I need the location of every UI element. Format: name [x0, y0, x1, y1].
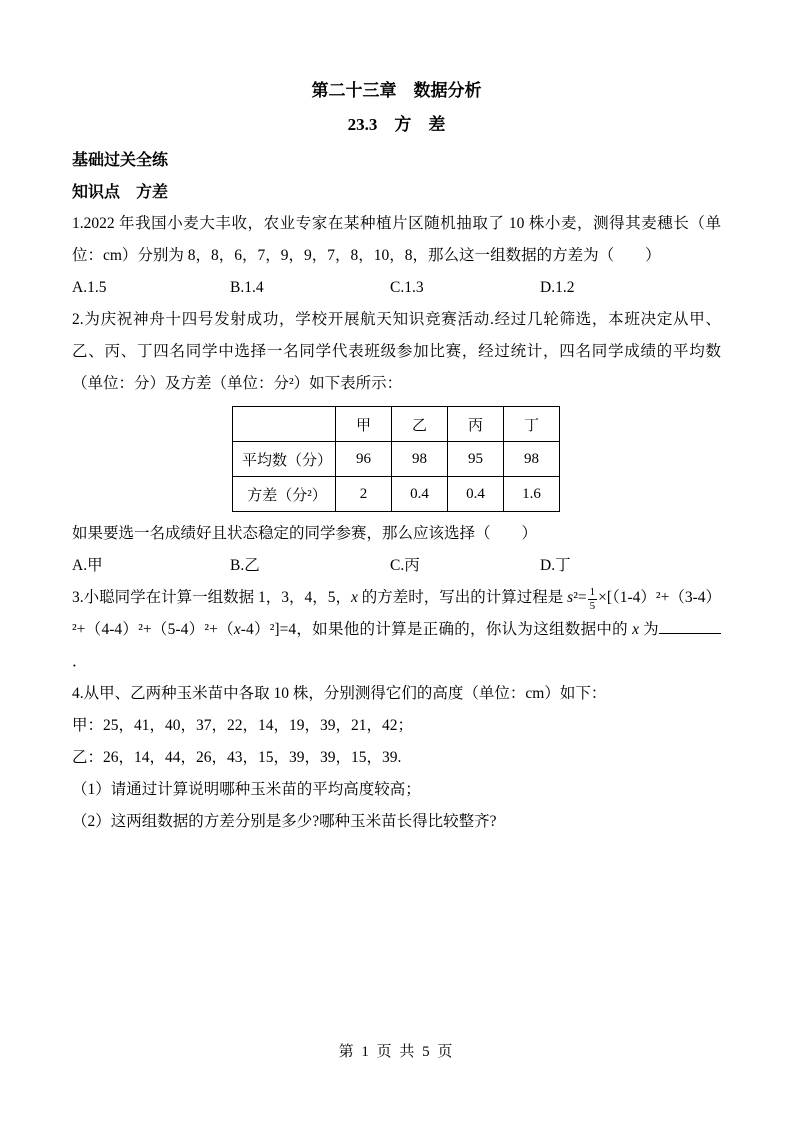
variance-row-label: 方差（分²）: [233, 477, 336, 512]
mean-yi: 98: [392, 442, 448, 477]
mean-bing: 95: [448, 442, 504, 477]
q3-segment-4: -4）²]=4，如果他的计算是正确的，你认为这组数据中的: [240, 621, 633, 638]
q2-option-b: B.乙: [230, 557, 260, 574]
q3-segment-2: 的方差时，写出的计算过程是: [357, 589, 568, 606]
q3-squared-equals: ²=: [573, 589, 587, 606]
variance-bing: 0.4: [448, 477, 504, 512]
q3-variable-x-2: x: [233, 621, 241, 638]
section-title: 23.3 方 差: [347, 115, 446, 134]
fraction-numerator: 1: [588, 586, 598, 600]
page-number-footer: 第 1 页 共 5 页: [338, 1044, 455, 1060]
variance-ding: 1.6: [504, 477, 560, 512]
question-1-options: [72, 272, 721, 304]
question-4-intro: 4.从甲、乙两种玉米苗中各取 10 株，分别测得它们的高度（单位：cm）如下：: [72, 685, 607, 702]
chapter-title: 第二十三章 数据分析: [311, 81, 482, 100]
q3-segment-5: 为: [639, 621, 659, 638]
variance-yi: 0.4: [392, 477, 448, 512]
q2-option-d: D.丁: [540, 557, 571, 574]
q1-option-b: B.1.4: [230, 279, 264, 296]
table-header-row: [233, 407, 560, 442]
table-row-mean: [233, 442, 560, 477]
knowledge-point: 知识点 方差: [72, 184, 169, 201]
table-col-yi: 乙: [392, 407, 448, 442]
fraction-denominator: 5: [589, 600, 596, 612]
q3-period: ．: [72, 653, 88, 670]
question-2-text: 2.为庆祝神舟十四号发射成功，学校开展航天知识竞赛活动.经过几轮筛选，本班决定从甲、乙、丙、丁四名同学中选择一名同学代表班级参加比赛，经过统计，四名同学成绩的平均数（单位：分）及方差（单位：分²）如下表所示：: [72, 311, 721, 392]
question-1-text: 1.2022 年我国小麦大丰收，农业专家在某种植片区随机抽取了 10 株小麦，测得其麦穗长（单位：cm）分别为 8，8，6，7，9，9，7，8，10，8，那么这一组数据的方差为（ ）: [72, 215, 721, 264]
question-4-sub2: （2）这两组数据的方差分别是多少?哪种玉米苗长得比较整齐?: [72, 813, 497, 830]
table-row-variance: [233, 477, 560, 512]
question-3-text: [72, 582, 721, 678]
question-4-group-a: 甲：25，41，40，37，22，14，19，39，21，42；: [72, 717, 414, 734]
mean-ding: 98: [504, 442, 560, 477]
q3-segment-1: 3.小聪同学在计算一组数据 1，3，4，5，: [72, 589, 352, 606]
q3-variable-x-3: x: [632, 621, 640, 638]
answer-blank: [659, 619, 721, 634]
table-col-ding: 丁: [504, 407, 560, 442]
question-2-followup: 如果要选一名成绩好且状态稳定的同学参赛，那么应该选择（ ）: [72, 525, 538, 542]
table-corner-cell: [233, 407, 336, 442]
q3-variable-x: x: [351, 589, 358, 606]
q2-option-c: C.丙: [390, 557, 420, 574]
question-4-sub1: （1）请通过计算说明哪种玉米苗的平均高度较高；: [72, 781, 421, 798]
mean-jia: 96: [336, 442, 392, 477]
question-2-options: [72, 550, 721, 582]
practice-banner: 基础过关全练: [72, 152, 169, 169]
mean-row-label: 平均数（分）: [233, 442, 336, 477]
table-col-jia: 甲: [336, 407, 392, 442]
q2-option-a: A.甲: [72, 557, 103, 574]
fraction-one-fifth: [588, 586, 598, 613]
q3-variable-s: s: [567, 589, 574, 606]
question-4-group-b: 乙：26，14，44，26，43，15，39，39，15，39.: [72, 749, 402, 766]
q1-option-c: C.1.3: [390, 279, 424, 296]
scores-table: [232, 406, 560, 512]
q1-option-a: A.1.5: [72, 279, 107, 296]
variance-jia: 2: [336, 477, 392, 512]
q1-option-d: D.1.2: [540, 279, 575, 296]
q3-segment-3: ×[（1-4）²+（3-4）²+（4-4）²+（5-4）²+（: [72, 589, 721, 638]
table-col-bing: 丙: [448, 407, 504, 442]
